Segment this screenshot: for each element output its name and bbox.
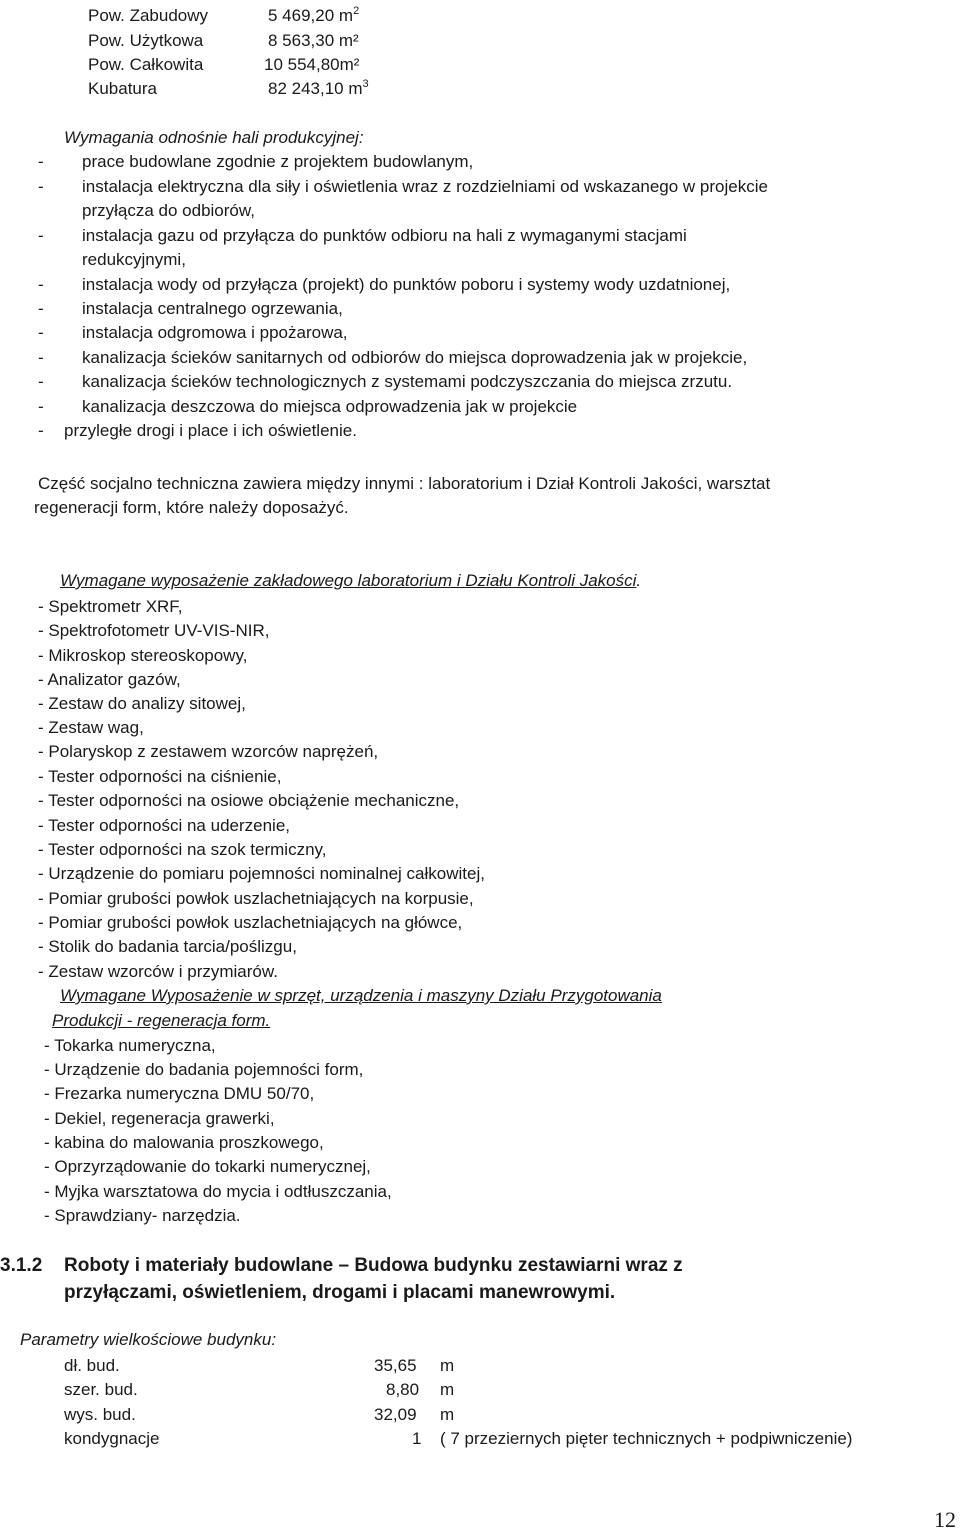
area-row (88, 55, 203, 75)
area-value: 10 554,80m² (264, 55, 360, 74)
list-item: - Zestaw wzorców i przymiarów. (38, 962, 278, 981)
area-row (88, 79, 157, 99)
dash: - (38, 323, 44, 342)
dash: - (38, 397, 44, 416)
dash: - (38, 299, 44, 318)
area-value: 5 469,20 $m^2$ (268, 5, 360, 25)
dash: - (38, 348, 44, 367)
param-unit: m (440, 1380, 455, 1399)
list-item: - Spektrofotometr UV-VIS-NIR, (38, 621, 270, 640)
area-label: Pow. Całkowita (88, 55, 204, 74)
hall-heading: Wymagania odnośnie hali produkcyjnej: (64, 128, 364, 147)
dash: - (38, 372, 44, 391)
area-row (88, 31, 203, 51)
param-unit: m (440, 1356, 455, 1375)
section-title-line2: przyłączami, oświetleniem, drogami i placami manewrowymi. (64, 1282, 616, 1303)
list-item: - Pomiar grubości powłok uszlachetniających na główce, (38, 913, 463, 932)
list-item: - Frezarka numeryczna DMU 50/70, (44, 1084, 315, 1103)
area-value: 82 243,10 $m^3$ (268, 78, 369, 98)
list-item: - Myjka warsztatowa do mycia i odtłuszczania, (44, 1182, 392, 1201)
list-item: - Dekiel, regeneracja grawerki, (44, 1109, 275, 1128)
dash: - (38, 275, 44, 294)
list-item: - Urządzenie do pomiaru pojemności nominalnej całkowitej, (38, 864, 485, 883)
list-item: - Spektrometr XRF, (38, 597, 183, 616)
list-item: - Analizator gazów, (38, 670, 181, 689)
dash: - (38, 177, 44, 196)
param-value: 8,80 (386, 1380, 420, 1399)
social-paragraph-line1: Część socjalno techniczna zawiera między innymi : laboratorium i Dział Kontroli Jakości, warsztat (38, 474, 771, 493)
param-label: szer. bud. (64, 1380, 138, 1399)
list-item: - Mikroskop stereoskopowy, (38, 646, 248, 665)
area-label: Pow. Użytkowa (88, 31, 204, 50)
list-item: - Sprawdziany- narzędzia. (44, 1206, 241, 1225)
section-title-line1: Roboty i materiały budowlane – Budowa budynku zestawiarni wraz z (64, 1255, 683, 1276)
list-item: - Stolik do badania tarcia/poślizgu, (38, 937, 297, 956)
param-label: kondygnacje (64, 1429, 160, 1448)
param-label: dł. bud. (64, 1356, 120, 1375)
param-unit: ( 7 przeziernych pięter technicznych + podpiwniczenie) (440, 1429, 853, 1448)
list-item: - Urządzenie do badania pojemności form, (44, 1060, 364, 1079)
dash: - (38, 152, 44, 171)
dash: - (38, 421, 44, 440)
param-label: wys. bud. (64, 1405, 136, 1424)
dash: - (38, 226, 44, 245)
param-value: 32,09 (374, 1405, 417, 1424)
list-item: - Tester odporności na szok termiczny, (38, 840, 327, 859)
list-item: - Tokarka numeryczna, (44, 1036, 216, 1055)
list-item: - Oprzyrządowanie do tokarki numerycznej, (44, 1157, 371, 1176)
param-unit: m (440, 1405, 455, 1424)
prep-heading-line2: Produkcji - regeneracja form. (52, 1011, 271, 1030)
param-value: 1 (412, 1429, 422, 1448)
prep-heading-line1: Wymagane Wyposażenie w sprzęt, urządzenia i maszyny Działu Przygotowania (60, 986, 662, 1005)
params-heading: Parametry wielkościowe budynku: (20, 1330, 277, 1349)
area-row (88, 6, 208, 26)
param-value: 35,65 (374, 1356, 417, 1375)
list-item: - Tester odporności na ciśnienie, (38, 767, 282, 786)
section-number: 3.1.2 (0, 1255, 43, 1276)
page-number: 12 (934, 1507, 956, 1532)
lab-heading: Wymagane wyposażenie zakładowego laboratorium i Działu Kontroli Jakości. (60, 571, 642, 590)
area-value: 8 563,30 m² (268, 31, 359, 50)
list-item: - Tester odporności na osiowe obciążenie mechaniczne, (38, 791, 460, 810)
list-item: - Zestaw do analizy sitowej, (38, 694, 246, 713)
area-label: Pow. Zabudowy (88, 6, 209, 25)
list-item: - Zestaw wag, (38, 718, 144, 737)
list-item: - Tester odporności na uderzenie, (38, 816, 291, 835)
list-item: - kabina do malowania proszkowego, (44, 1133, 324, 1152)
area-label: Kubatura (88, 79, 157, 98)
list-item: - Pomiar grubości powłok uszlachetniających na korpusie, (38, 889, 474, 908)
list-item: - Polaryskop z zestawem wzorców naprężeń, (38, 742, 379, 761)
social-paragraph-line2: regeneracji form, które należy doposażyć. (34, 498, 349, 517)
